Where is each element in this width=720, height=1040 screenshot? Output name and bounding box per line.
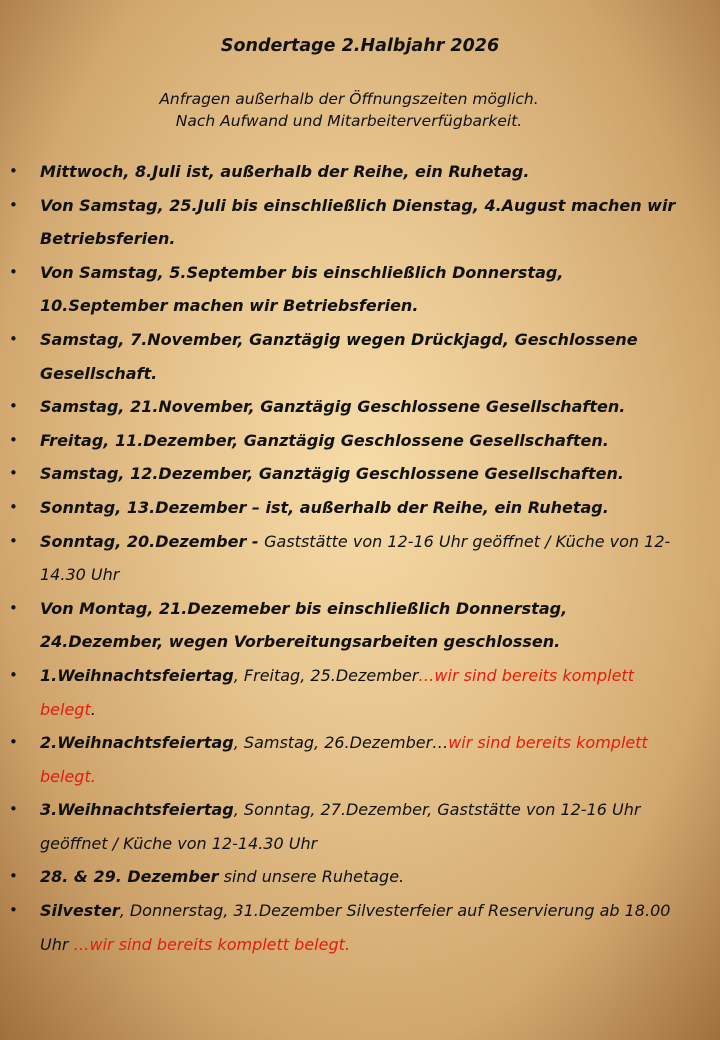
item-booked-note: …wir sind bereits komplett belegt bbox=[40, 665, 634, 719]
item-normal-text: , Donnerstag, 31.Dezember Silvesterfeier auf Reservierung ab 18.00 Uhr bbox=[40, 901, 671, 954]
item-booked-note: …wir sind bereits komplett belegt. bbox=[73, 934, 350, 954]
list-item bbox=[0, 390, 690, 424]
list-item bbox=[0, 659, 690, 726]
item-bold-text: 2.Weihnachtsfeiertag bbox=[40, 733, 234, 753]
item-normal-text: , Freitag, 25.Dezember bbox=[233, 665, 419, 685]
page-title: Sondertage 2.Halbjahr 2026 bbox=[220, 36, 500, 56]
item-tail-text: . bbox=[90, 699, 96, 719]
list-item bbox=[0, 189, 690, 256]
list-item bbox=[0, 793, 690, 860]
list-item bbox=[0, 256, 690, 323]
item-normal-text: Gaststätte von 12-16 Uhr geöffnet / Küche von 12-14.30 Uhr bbox=[40, 531, 671, 585]
list-item bbox=[0, 726, 690, 793]
list-item bbox=[0, 323, 690, 390]
item-normal-text: , Sonntag, 27.Dezember, Gaststätte von 12-16 Uhr geöffnet / Küche von 12-14.30 Uhr bbox=[40, 800, 641, 853]
item-booked-note: wir sind bereits komplett belegt. bbox=[40, 733, 648, 786]
list-item bbox=[0, 457, 690, 491]
subtitle-line-2: Nach Aufwand und Mitarbeiterverfügbarkeit. bbox=[175, 112, 523, 130]
subtitle-line-1: Anfragen außerhalb der Öffnungszeiten möglich. bbox=[159, 90, 539, 108]
list-item bbox=[0, 592, 690, 659]
item-bold-text: Samstag, 12.Dezember, Ganztägig Geschlossene Gesellschaften. bbox=[40, 464, 624, 484]
item-normal-text: sind unsere Ruhetage. bbox=[218, 867, 405, 887]
item-bold-text: Sonntag, 20.Dezember - bbox=[40, 531, 265, 551]
list-item bbox=[0, 424, 690, 458]
special-days-list bbox=[0, 155, 690, 961]
list-item bbox=[0, 894, 690, 961]
item-bold-text: Samstag, 7.November, Ganztägig wegen Drückjagd, Geschlossene Gesellschaft. bbox=[40, 329, 638, 383]
item-bold-text: 1.Weihnachtsfeiertag bbox=[40, 665, 234, 685]
item-normal-text: , Samstag, 26.Dezember… bbox=[233, 733, 449, 753]
list-item bbox=[0, 525, 690, 592]
subtitle bbox=[0, 88, 698, 132]
item-bold-text: Samstag, 21.November, Ganztägig Geschlossene Gesellschaften. bbox=[40, 397, 626, 417]
item-bold-text: Freitag, 11.Dezember, Ganztägig Geschlossene Gesellschaften. bbox=[40, 430, 609, 450]
item-bold-text: 28. & 29. Dezember bbox=[40, 867, 219, 887]
item-bold-text: Von Montag, 21.Dezemeber bis einschließlich Donnerstag, 24.Dezember, wegen Vorbereitungsarbeiten geschlossen. bbox=[40, 598, 568, 652]
item-bold-text: 3.Weihnachtsfeiertag bbox=[40, 800, 234, 820]
list-item bbox=[0, 860, 690, 894]
item-bold-text: Von Samstag, 5.September bis einschließlich Donnerstag, 10.September machen wir Betriebsferien. bbox=[40, 262, 564, 316]
list-item bbox=[0, 491, 690, 525]
item-bold-text: Silvester bbox=[40, 901, 120, 921]
item-bold-text: Von Samstag, 25.Juli bis einschließlich Dienstag, 4.August machen wir Betriebsferien. bbox=[40, 195, 676, 249]
item-bold-text: Mittwoch, 8.Juli ist, außerhalb der Reihe, ein Ruhetag. bbox=[40, 162, 530, 181]
list-item bbox=[0, 155, 690, 189]
item-bold-text: Sonntag, 13.Dezember – ist, außerhalb der Reihe, ein Ruhetag. bbox=[40, 497, 609, 517]
